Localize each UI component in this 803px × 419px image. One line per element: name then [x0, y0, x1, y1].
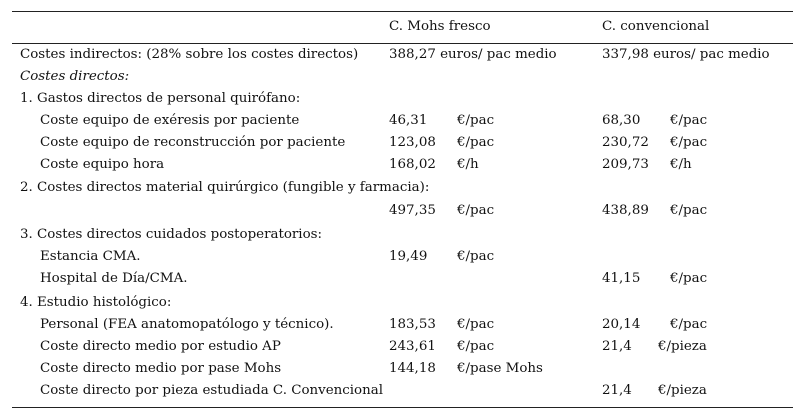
- conv-cell: [602, 380, 707, 402]
- row-label: Costes directos:: [20, 69, 130, 84]
- mohs-value: 19,49: [389, 249, 428, 264]
- table-row: [12, 44, 793, 66]
- mohs-cell: [389, 314, 494, 336]
- mohs-unit: €/pac: [457, 203, 495, 218]
- table-row: [12, 268, 793, 290]
- table-row: [12, 200, 793, 222]
- table-row: [12, 314, 793, 336]
- bottom-rule: [12, 407, 793, 408]
- section-label: 3. Costes directos cuidados postoperatorios:: [20, 227, 323, 242]
- section-label: 4. Estudio histológico:: [20, 295, 172, 310]
- conv-value: 230,72: [602, 135, 649, 150]
- row-label: Personal (FEA anatomopatólogo y técnico).: [40, 317, 334, 332]
- row-label: Costes indirectos: (28% sobre los costes directos): [20, 47, 359, 62]
- conv-unit: €/pieza: [658, 383, 707, 398]
- row-label: Coste equipo de exéresis por paciente: [40, 113, 300, 128]
- header-mohs: C. Mohs fresco: [389, 19, 491, 34]
- mohs-value: 123,08: [389, 135, 436, 150]
- mohs-value: 183,53: [389, 317, 436, 332]
- conv-value: 21,4: [602, 339, 632, 354]
- conv-cell: [602, 154, 692, 176]
- conv-cell: [602, 268, 707, 290]
- table-row: [12, 88, 793, 110]
- conv-value: 21,4: [602, 383, 632, 398]
- conv-cell: [602, 110, 707, 132]
- mohs-cell: [389, 336, 494, 358]
- table-row: [12, 132, 793, 154]
- conv-cell: [602, 200, 707, 222]
- mohs-cell: [389, 246, 494, 268]
- conv-cell: [602, 336, 707, 358]
- conv-value: 337,98 euros/ pac medio: [602, 47, 770, 62]
- conv-unit: €/pieza: [658, 339, 707, 354]
- mohs-value: 243,61: [389, 339, 436, 354]
- conv-value: 20,14: [602, 317, 641, 332]
- table-row: [12, 66, 793, 88]
- section-label: 2. Costes directos material quirúrgico (fungible y farmacia):: [20, 180, 430, 195]
- row-label: Hospital de Día/CMA.: [40, 271, 188, 286]
- mohs-unit: €/pac: [457, 249, 495, 264]
- table-row: [12, 177, 793, 199]
- mohs-unit: €/pac: [457, 113, 495, 128]
- conv-unit: €/pac: [670, 113, 708, 128]
- conv-unit: €/pac: [670, 203, 708, 218]
- mohs-cell: [389, 132, 494, 154]
- mohs-value: 497,35: [389, 203, 436, 218]
- row-label: Estancia CMA.: [40, 249, 141, 264]
- mohs-cell: [389, 154, 479, 176]
- mohs-value: 46,31: [389, 113, 428, 128]
- mohs-unit: €/pac: [457, 339, 495, 354]
- conv-value: 438,89: [602, 203, 649, 218]
- table-row: [12, 246, 793, 268]
- conv-cell: [602, 314, 707, 336]
- mohs-cell: [389, 200, 494, 222]
- mohs-unit: €/pac: [457, 317, 495, 332]
- table-row: [12, 380, 793, 402]
- table-row: [12, 110, 793, 132]
- mohs-cell: [389, 358, 543, 380]
- row-label: Coste directo medio por pase Mohs: [40, 361, 282, 376]
- table-row: [12, 224, 793, 246]
- section-label: 1. Gastos directos de personal quirófano:: [20, 91, 301, 106]
- mohs-value: 144,18: [389, 361, 436, 376]
- mohs-unit: €/h: [457, 157, 479, 172]
- conv-value: 209,73: [602, 157, 649, 172]
- conv-unit: €/pac: [670, 135, 708, 150]
- row-label: Coste directo medio por estudio AP: [40, 339, 281, 354]
- table-row: [12, 292, 793, 314]
- table-row: [12, 154, 793, 176]
- mohs-value: 388,27 euros/ pac medio: [389, 47, 557, 62]
- mohs-cell: [389, 110, 494, 132]
- cost-comparison-table: [12, 11, 793, 408]
- conv-unit: €/pac: [670, 317, 708, 332]
- row-label: Coste equipo hora: [40, 157, 165, 172]
- conv-unit: €/pac: [670, 271, 708, 286]
- table-row: [12, 336, 793, 358]
- header-conventional: C. convencional: [602, 19, 710, 34]
- row-label: Coste equipo de reconstrucción por paciente: [40, 135, 346, 150]
- row-label: Coste directo por pieza estudiada C. Convencional: [40, 383, 383, 398]
- mohs-value: 168,02: [389, 157, 436, 172]
- table-row: [12, 358, 793, 380]
- mohs-unit: €/pase Mohs: [457, 361, 543, 376]
- conv-value: 68,30: [602, 113, 641, 128]
- mohs-unit: €/pac: [457, 135, 495, 150]
- conv-unit: €/h: [670, 157, 692, 172]
- conv-cell: [602, 132, 707, 154]
- conv-value: 41,15: [602, 271, 641, 286]
